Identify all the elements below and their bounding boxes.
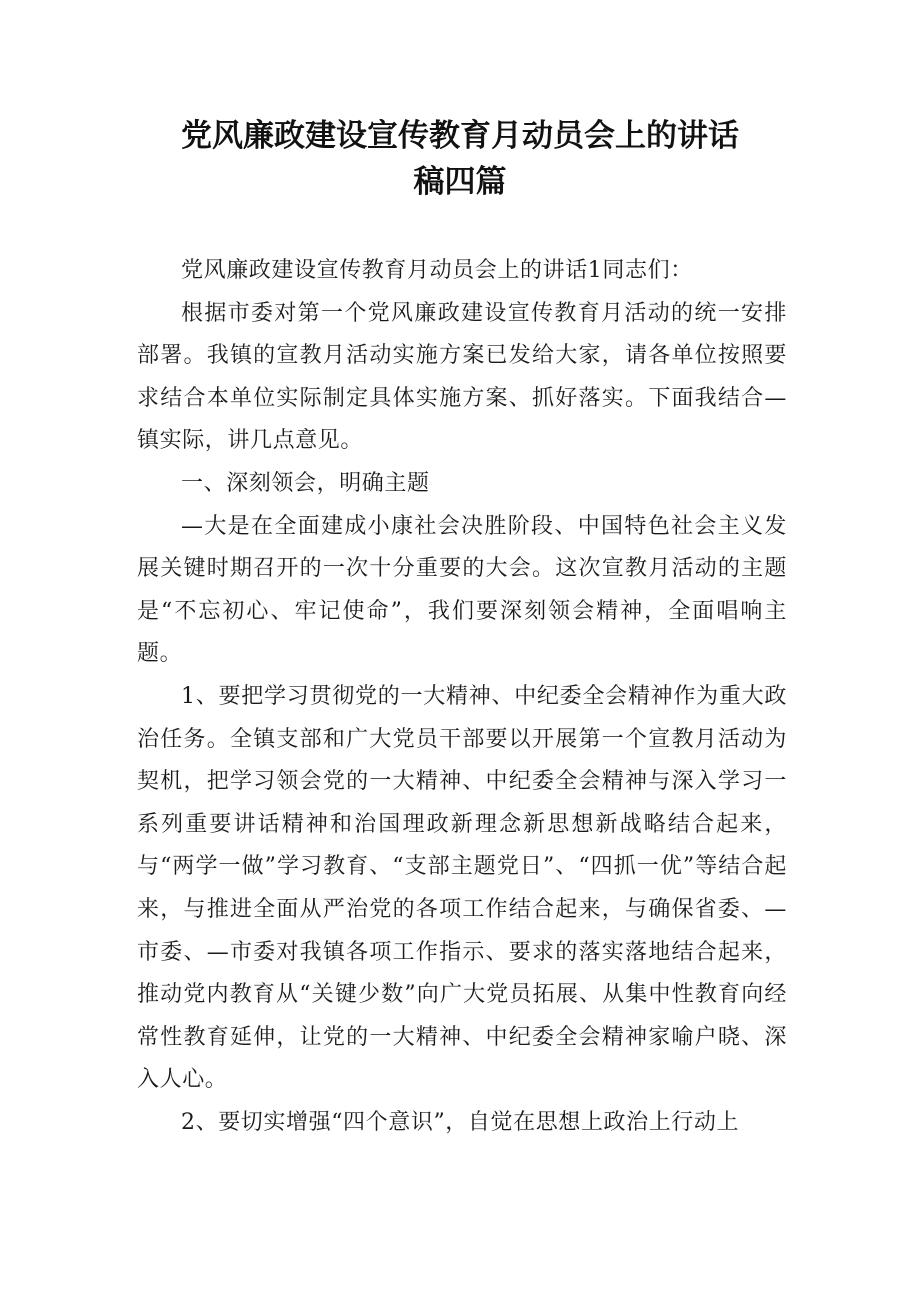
document-body — [137, 250, 787, 1144]
paragraph: 1、要把学习贯彻党的一大精神、中纪委全会精神作为重大政治任务。全镇支部和广大党员干部要以开展第一个宣教月活动为契机，把学习领会党的一大精神、中纪委全会精神与深入学习一系列重要讲话精神和治国理政新理念新思想新战略结合起来，与“两学一做”学习教育、“支部主题党日”、“四抓一优”等结合起来，与推进全面从严治党的各项工作结合起来，与确保省委、—市委、—市委对我镇各项工作指示、要求的落实落地结合起来，推动党内教育从“关键少数”向广大党员拓展、从集中性教育向经常性教育延伸，让党的一大精神、中纪委全会精神家喻户晓、深入人心。 — [137, 683, 787, 1093]
paragraph: 根据市委对第一个党风廉政建设宣传教育月活动的统一安排部署。我镇的宣教月活动实施方案已发给大家，请各单位按照要求结合本单位实际制定具体实施方案、抓好落实。下面我结合—镇实际，讲几点意见。 — [137, 300, 787, 454]
paragraph: 2、要切实增强“四个意识”，自觉在思想上政治上行动上 — [181, 1109, 740, 1135]
paragraph: —大是在全面建成小康社会决胜阶段、中国特色社会主义发展关键时期召开的一次十分重要的大会。这次宣教月活动的主题是“不忘初心、牢记使命”，我们要深刻领会精神，全面唱响主题。 — [137, 513, 787, 667]
section-heading: 一、深刻领会，明确主题 — [181, 470, 430, 496]
opening-line: 党风廉政建设宣传教育月动员会上的讲话1同志们： — [181, 258, 693, 283]
document-title-line-2: 稿四篇 — [413, 164, 507, 200]
document-title-line-1: 党风廉政建设宣传教育月动员会上的讲话 — [181, 118, 739, 154]
